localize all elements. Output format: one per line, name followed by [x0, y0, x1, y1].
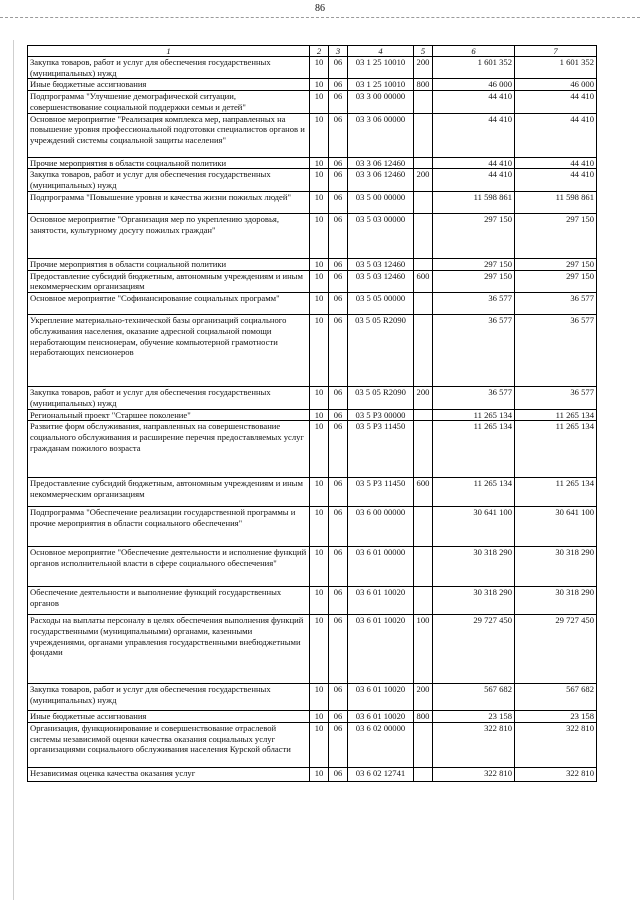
row-sum2-cell: 36 577 [515, 315, 597, 387]
row-sum2-cell: 297 150 [515, 270, 597, 292]
row-name-cell: Расходы на выплаты персоналу в целях обеспечения выполнения функций государственными (муниципальными) органами, казенными учреждениями, органами управления государственными внебюджетными фондами [28, 615, 310, 684]
row-sum1-cell: 567 682 [433, 684, 515, 711]
row-sum2-cell: 23 158 [515, 711, 597, 723]
row-sum1-cell: 322 810 [433, 768, 515, 782]
row-sum1-cell: 30 318 290 [433, 547, 515, 587]
row-vr-cell [414, 409, 433, 421]
header-cell: 6 [433, 46, 515, 57]
row-vr-cell [414, 587, 433, 615]
row-csr-cell: 03 3 06 12460 [348, 157, 414, 169]
row-csr-cell: 03 5 05 R2090 [348, 315, 414, 387]
row-name-cell: Подпрограмма "Улучшение демографической ситуации, совершенствование социальной поддержки семьи и детей" [28, 91, 310, 113]
row-vr-cell: 100 [414, 615, 433, 684]
row-sum2-cell: 297 150 [515, 258, 597, 270]
row-csr-cell: 03 5 03 12460 [348, 258, 414, 270]
row-name-cell: Независимая оценка качества оказания услуг [28, 768, 310, 782]
row-sum2-cell: 44 410 [515, 113, 597, 157]
row-vr-cell: 600 [414, 270, 433, 292]
row-sum1-cell: 11 598 861 [433, 191, 515, 213]
row-vr-cell: 600 [414, 478, 433, 507]
row-sum2-cell: 322 810 [515, 723, 597, 768]
row-rz-cell: 10 [310, 315, 329, 387]
row-rz-cell: 10 [310, 387, 329, 409]
budget-table-body [28, 46, 597, 782]
row-pr-cell: 06 [329, 507, 348, 547]
table-row [28, 478, 597, 507]
row-name-cell: Развитие форм обслуживания, направленных на совершенствование социального обслуживания и расширение перечня предоставляемых услуг гражданам пожилого возраста [28, 421, 310, 478]
table-row [28, 507, 597, 547]
row-csr-cell: 03 6 01 10020 [348, 711, 414, 723]
row-name-cell: Предоставление субсидий бюджетным, автономным учреждениям и иным некоммерческим организациям [28, 270, 310, 292]
row-rz-cell: 10 [310, 421, 329, 478]
row-rz-cell: 10 [310, 409, 329, 421]
row-csr-cell: 03 5 05 00000 [348, 293, 414, 315]
scan-margin-line [13, 40, 14, 900]
row-vr-cell [414, 507, 433, 547]
row-vr-cell: 200 [414, 684, 433, 711]
row-csr-cell: 03 5 05 R2090 [348, 387, 414, 409]
header-cell: 5 [414, 46, 433, 57]
row-sum1-cell: 30 318 290 [433, 587, 515, 615]
row-csr-cell: 03 6 02 00000 [348, 723, 414, 768]
row-vr-cell [414, 191, 433, 213]
table-header-row [28, 46, 597, 57]
row-pr-cell: 06 [329, 421, 348, 478]
row-name-cell: Закупка товаров, работ и услуг для обеспечения государственных (муниципальных) нужд [28, 57, 310, 79]
row-vr-cell [414, 768, 433, 782]
table-row [28, 421, 597, 478]
row-sum1-cell: 30 641 100 [433, 507, 515, 547]
row-csr-cell: 03 3 00 00000 [348, 91, 414, 113]
page-number: 86 [315, 3, 325, 14]
row-sum2-cell: 11 265 134 [515, 478, 597, 507]
row-pr-cell: 06 [329, 157, 348, 169]
row-sum1-cell: 44 410 [433, 113, 515, 157]
row-vr-cell [414, 315, 433, 387]
row-name-cell: Закупка товаров, работ и услуг для обеспечения государственных (муниципальных) нужд [28, 169, 310, 191]
row-name-cell: Основное мероприятие "Организация мер по укреплению здоровья, занятости, культурному досугу пожилых граждан" [28, 213, 310, 258]
header-cell: 7 [515, 46, 597, 57]
row-sum2-cell: 29 727 450 [515, 615, 597, 684]
row-rz-cell: 10 [310, 169, 329, 191]
row-name-cell: Иные бюджетные ассигнования [28, 711, 310, 723]
table-row [28, 723, 597, 768]
row-sum2-cell: 11 598 861 [515, 191, 597, 213]
row-sum2-cell: 36 577 [515, 387, 597, 409]
row-csr-cell: 03 6 01 10020 [348, 684, 414, 711]
table-row [28, 270, 597, 292]
row-sum2-cell: 297 150 [515, 213, 597, 258]
row-pr-cell: 06 [329, 113, 348, 157]
row-vr-cell: 200 [414, 169, 433, 191]
table-row [28, 587, 597, 615]
row-pr-cell: 06 [329, 723, 348, 768]
row-sum1-cell: 36 577 [433, 293, 515, 315]
row-name-cell: Прочие мероприятия в области социальной политики [28, 258, 310, 270]
row-name-cell: Основное мероприятие "Софинансирование социальных программ" [28, 293, 310, 315]
table-row [28, 213, 597, 258]
row-csr-cell: 03 6 02 12741 [348, 768, 414, 782]
table-row [28, 258, 597, 270]
table-row [28, 113, 597, 157]
row-rz-cell: 10 [310, 587, 329, 615]
header-cell: 4 [348, 46, 414, 57]
row-csr-cell: 03 3 06 12460 [348, 169, 414, 191]
row-csr-cell: 03 6 00 00000 [348, 507, 414, 547]
row-sum2-cell: 11 265 134 [515, 409, 597, 421]
row-pr-cell: 06 [329, 387, 348, 409]
table-row [28, 91, 597, 113]
row-pr-cell: 06 [329, 258, 348, 270]
table-row [28, 157, 597, 169]
row-sum1-cell: 11 265 134 [433, 409, 515, 421]
row-csr-cell: 03 6 01 10020 [348, 587, 414, 615]
row-csr-cell: 03 5 03 12460 [348, 270, 414, 292]
row-csr-cell: 03 3 06 00000 [348, 113, 414, 157]
row-sum2-cell: 46 000 [515, 79, 597, 91]
table-row [28, 387, 597, 409]
row-rz-cell: 10 [310, 57, 329, 79]
row-name-cell: Подпрограмма "Повышение уровня и качества жизни пожилых людей" [28, 191, 310, 213]
row-pr-cell: 06 [329, 213, 348, 258]
row-vr-cell: 800 [414, 79, 433, 91]
row-sum2-cell: 322 810 [515, 768, 597, 782]
table-row [28, 57, 597, 79]
table-row [28, 684, 597, 711]
row-rz-cell: 10 [310, 684, 329, 711]
row-sum2-cell: 30 318 290 [515, 547, 597, 587]
row-csr-cell: 03 6 01 00000 [348, 547, 414, 587]
row-csr-cell: 03 5 03 00000 [348, 213, 414, 258]
row-pr-cell: 06 [329, 315, 348, 387]
row-pr-cell: 06 [329, 91, 348, 113]
row-rz-cell: 10 [310, 768, 329, 782]
row-pr-cell: 06 [329, 711, 348, 723]
row-sum1-cell: 297 150 [433, 270, 515, 292]
row-sum1-cell: 44 410 [433, 169, 515, 191]
row-sum2-cell: 44 410 [515, 169, 597, 191]
row-sum2-cell: 30 318 290 [515, 587, 597, 615]
row-vr-cell [414, 157, 433, 169]
row-sum1-cell: 46 000 [433, 79, 515, 91]
row-pr-cell: 06 [329, 547, 348, 587]
row-pr-cell: 06 [329, 57, 348, 79]
row-vr-cell [414, 91, 433, 113]
row-vr-cell [414, 113, 433, 157]
row-csr-cell: 03 5 P3 11450 [348, 478, 414, 507]
row-name-cell: Иные бюджетные ассигнования [28, 79, 310, 91]
row-sum2-cell: 36 577 [515, 293, 597, 315]
table-row [28, 79, 597, 91]
row-pr-cell: 06 [329, 293, 348, 315]
table-row [28, 409, 597, 421]
table-row [28, 711, 597, 723]
row-name-cell: Основное мероприятие "Обеспечение деятельности и исполнение функций органов исполнительной власти в сфере социального обеспечения" [28, 547, 310, 587]
row-name-cell: Укрепление материально-технической базы организаций социального обслуживания населения, оказание адресной социальной помощи неработающим пенсионерам, обучение компьютерной грамотности неработающих пенсионеров [28, 315, 310, 387]
row-vr-cell: 800 [414, 711, 433, 723]
row-rz-cell: 10 [310, 91, 329, 113]
row-rz-cell: 10 [310, 213, 329, 258]
row-rz-cell: 10 [310, 507, 329, 547]
row-sum2-cell: 30 641 100 [515, 507, 597, 547]
row-sum1-cell: 1 601 352 [433, 57, 515, 79]
row-sum1-cell: 297 150 [433, 258, 515, 270]
row-csr-cell: 03 5 P3 11450 [348, 421, 414, 478]
row-name-cell: Региональный проект "Старшее поколение" [28, 409, 310, 421]
row-rz-cell: 10 [310, 258, 329, 270]
row-sum1-cell: 36 577 [433, 315, 515, 387]
row-vr-cell: 200 [414, 387, 433, 409]
row-rz-cell: 10 [310, 711, 329, 723]
row-rz-cell: 10 [310, 79, 329, 91]
row-rz-cell: 10 [310, 723, 329, 768]
row-sum1-cell: 322 810 [433, 723, 515, 768]
row-sum1-cell: 29 727 450 [433, 615, 515, 684]
table-row [28, 315, 597, 387]
row-pr-cell: 06 [329, 79, 348, 91]
budget-table [27, 45, 597, 782]
row-csr-cell: 03 1 25 10010 [348, 79, 414, 91]
row-vr-cell: 200 [414, 57, 433, 79]
row-sum1-cell: 11 265 134 [433, 478, 515, 507]
row-rz-cell: 10 [310, 113, 329, 157]
row-name-cell: Предоставление субсидий бюджетным, автономным учреждениям и иным некоммерческим организациям [28, 478, 310, 507]
header-cell: 3 [329, 46, 348, 57]
row-sum1-cell: 36 577 [433, 387, 515, 409]
row-rz-cell: 10 [310, 547, 329, 587]
row-pr-cell: 06 [329, 270, 348, 292]
row-sum2-cell: 1 601 352 [515, 57, 597, 79]
scan-edge-line [0, 17, 640, 18]
table-row [28, 547, 597, 587]
row-rz-cell: 10 [310, 191, 329, 213]
row-name-cell: Организация, функционирование и совершенствование отраслевой системы независимой оценки качества оказания социальных услуг организациями социального обслуживания населения Курской области [28, 723, 310, 768]
row-vr-cell [414, 293, 433, 315]
row-name-cell: Закупка товаров, работ и услуг для обеспечения государственных (муниципальных) нужд [28, 684, 310, 711]
row-rz-cell: 10 [310, 615, 329, 684]
row-sum2-cell: 11 265 134 [515, 421, 597, 478]
row-pr-cell: 06 [329, 169, 348, 191]
row-pr-cell: 06 [329, 684, 348, 711]
row-name-cell: Основное мероприятие "Реализация комплекса мер, направленных на повышение уровня профессиональной подготовки специалистов органов и учреждений системы социальной защиты населения" [28, 113, 310, 157]
row-vr-cell [414, 723, 433, 768]
table-row [28, 293, 597, 315]
row-pr-cell: 06 [329, 615, 348, 684]
row-csr-cell: 03 5 P3 00000 [348, 409, 414, 421]
row-sum2-cell: 44 410 [515, 157, 597, 169]
header-cell: 2 [310, 46, 329, 57]
row-vr-cell [414, 547, 433, 587]
table-row [28, 169, 597, 191]
row-pr-cell: 06 [329, 191, 348, 213]
row-pr-cell: 06 [329, 768, 348, 782]
row-sum2-cell: 567 682 [515, 684, 597, 711]
row-csr-cell: 03 5 00 00000 [348, 191, 414, 213]
table-row [28, 191, 597, 213]
row-sum1-cell: 297 150 [433, 213, 515, 258]
row-vr-cell [414, 421, 433, 478]
row-name-cell: Подпрограмма "Обеспечение реализации государственной программы и прочие мероприятия в области социального обеспечения" [28, 507, 310, 547]
table-row [28, 768, 597, 782]
row-name-cell: Прочие мероприятия в области социальной политики [28, 157, 310, 169]
row-rz-cell: 10 [310, 270, 329, 292]
row-name-cell: Обеспечение деятельности и выполнение функций государственных органов [28, 587, 310, 615]
row-csr-cell: 03 6 01 10020 [348, 615, 414, 684]
row-sum1-cell: 11 265 134 [433, 421, 515, 478]
row-rz-cell: 10 [310, 478, 329, 507]
row-pr-cell: 06 [329, 409, 348, 421]
table-row [28, 615, 597, 684]
row-sum1-cell: 23 158 [433, 711, 515, 723]
row-name-cell: Закупка товаров, работ и услуг для обеспечения государственных (муниципальных) нужд [28, 387, 310, 409]
header-cell: 1 [28, 46, 310, 57]
row-sum1-cell: 44 410 [433, 91, 515, 113]
row-rz-cell: 10 [310, 157, 329, 169]
row-vr-cell [414, 258, 433, 270]
row-pr-cell: 06 [329, 587, 348, 615]
row-pr-cell: 06 [329, 478, 348, 507]
row-csr-cell: 03 1 25 10010 [348, 57, 414, 79]
row-sum1-cell: 44 410 [433, 157, 515, 169]
row-sum2-cell: 44 410 [515, 91, 597, 113]
row-rz-cell: 10 [310, 293, 329, 315]
row-vr-cell [414, 213, 433, 258]
